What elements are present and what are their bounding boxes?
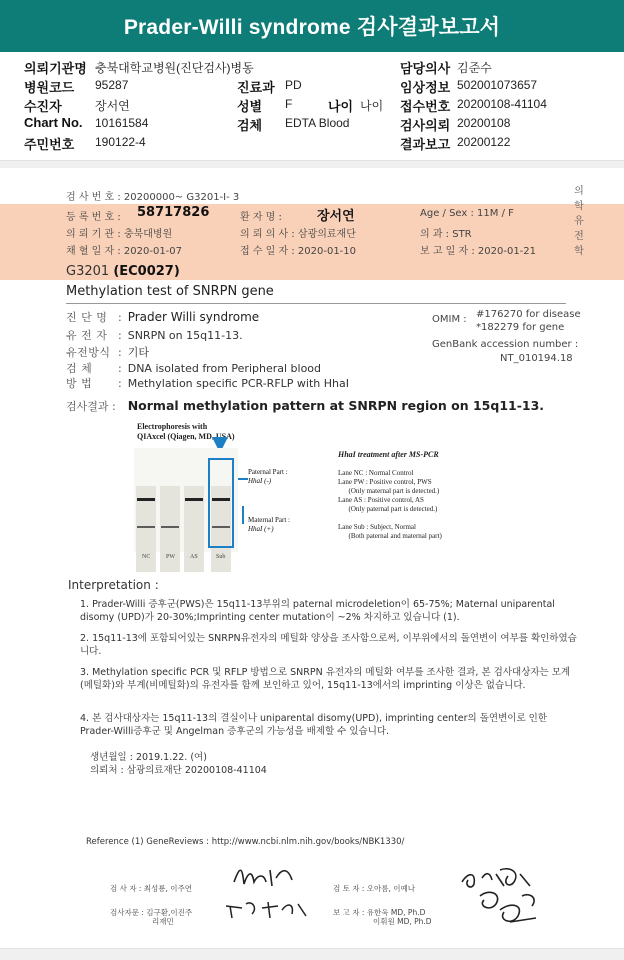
field-key: 유전방식: [66, 346, 111, 359]
patient-info-panel: [0, 54, 624, 160]
receipt-date: 접 수 일 자 : 2020-01-10: [240, 246, 357, 257]
field-method: 방 법 : Methylation specific PCR-RFLP with HhaI: [66, 377, 349, 390]
stamp-char: 전: [574, 231, 584, 242]
reporter-label: [333, 908, 432, 926]
interpretation-paragraph: 4. 본 검사대상자는 15q11-13의 결실이나 uniparental disomy(UPD), imprinting center의 돌연변이로 인한 Prader-Willi증후군 및 Angelman 증후군의 가능성을 배제할 수 있습니다.: [80, 713, 548, 737]
accession-label: 접수번호: [400, 99, 451, 114]
legend-line: Lane Sub : Subject, Normal: [338, 523, 416, 531]
request-date-value: 20200108: [457, 116, 511, 130]
result-value: Normal methylation pattern at SNRPN region on 15q11-13.: [127, 398, 545, 413]
section-divider: [0, 160, 624, 168]
sex-value: F: [285, 97, 293, 111]
reporter-line: 보 고 자 : 유한욱 MD, Ph.D: [333, 908, 426, 917]
reporter-signature: [470, 886, 546, 930]
maternal-line: HhaI (+): [248, 525, 274, 533]
requester-note: 의뢰처 : 삼광의료재단 20200108-41104: [90, 765, 267, 776]
requesting-institution: 의 뢰 기 관 : 충북대병원: [66, 229, 173, 240]
legend-line: (Both paternal and maternal part): [338, 532, 442, 540]
field-value: Prader Willi syndrome: [127, 310, 260, 324]
examiner-signature: [230, 862, 300, 892]
examiner-label: 검 사 자 : 최성룡, 이주연: [110, 884, 193, 893]
lane-label: Sub: [216, 554, 226, 560]
clinical-info-label: 임상정보: [400, 80, 451, 95]
method-title: Methylation test of SNRPN gene: [66, 284, 274, 299]
field-key: 검 체: [66, 362, 93, 375]
field-specimen: 검 체 : DNA isolated from Peripheral blood: [66, 362, 322, 375]
field-inheritance: 유전방식 : 기타: [66, 346, 149, 359]
caption-line: QIAxcel (Qiagen, MD, USA): [137, 432, 235, 441]
report-date: 보 고 일 자 : 2020-01-21: [420, 246, 537, 257]
page-footer-bar: [0, 948, 624, 960]
field-value: SNRPN on 15q11-13.: [127, 329, 243, 342]
paternal-line: Paternal Part :: [248, 468, 288, 476]
request-date-label: 검사의뢰: [400, 118, 451, 133]
reviewer-label: 검 토 자 : 오아름, 이예나: [333, 884, 416, 893]
report-title: Prader-Willi syndrome 검사결과보고서: [0, 0, 624, 52]
supervisor-line: 검사자문 : 김구환,이진주: [110, 908, 193, 917]
interpretation-paragraph: 2. 15q11-13에 포함되어있는 SNRPN유전자의 메틸화 양상을 조사함으로써, 이부위에서의 돌연변이 여부를 확인하였습니다.: [80, 633, 577, 657]
department: 의 과 : STR: [420, 229, 472, 240]
birth-date: 생년월일 : 2019.1.22. (여): [90, 752, 207, 763]
clinical-info-value: 502001073657: [457, 78, 538, 92]
field-diagnosis: 진 단 명 : Prader Willi syndrome: [66, 310, 260, 324]
field-value: DNA isolated from Peripheral blood: [127, 362, 322, 375]
caption-line: Electrophoresis with: [137, 422, 208, 431]
paternal-line: HhaI (-): [248, 477, 272, 485]
electrophoresis-figure: [134, 422, 484, 568]
field-key: 진 단 명: [66, 311, 108, 324]
rrn-label: 주민번호: [24, 137, 75, 152]
hospital-code-value: 95287: [95, 78, 129, 92]
gel-band: [185, 498, 203, 501]
legend-title: HhaI treatment after MS-PCR: [338, 450, 439, 459]
maternal-line: Maternal Part :: [248, 516, 290, 524]
legend-line: Lane NC : Normal Control: [338, 469, 414, 477]
specimen-value: EDTA Blood: [285, 116, 350, 130]
legend-line: Lane AS : Positive control, AS: [338, 496, 424, 504]
patient-value: 장서연: [95, 99, 130, 113]
interpretation-heading: Interpretation :: [68, 578, 159, 592]
field-value: Methylation specific PCR-RFLP with HhaI: [127, 377, 349, 390]
arrow-bracket-icon: [242, 506, 244, 524]
department-value: PD: [285, 78, 302, 92]
interpretation-paragraph: 3. Methylation specific PCR 및 RFLP 방법으로 SNRPN 유전자의 메틸화 여부를 조사한 결과, 본 검사대상자는 모계(메틸화)와 부계(비메틸화)의 유전자를 함께 보인하고 있어, 15q11-13에서의 imprinting 이상은 없습니다.: [80, 667, 571, 691]
patient-name-value: 장서연: [317, 209, 355, 224]
age-sex: Age / Sex : 11M / F: [420, 208, 514, 219]
doctor-label: 담당의사: [400, 61, 451, 76]
legend-line: [338, 514, 488, 523]
supervisor-label: [110, 908, 192, 926]
genbank-label: GenBank accession number :: [432, 339, 579, 350]
supervisor-signature: [222, 896, 312, 922]
legend-line: Lane PW : Positive control, PWS: [338, 478, 432, 486]
test-code-sub: (EC0027): [113, 264, 180, 279]
registration-value: 58717826: [137, 205, 210, 220]
scanned-report: [0, 168, 624, 948]
interpretation-paragraph: 1. Prader-Willi 증후군(PWS)은 15q11-13부위의 paternal microdeletion이 65-75%; Maternal uniparental disomy (UPD)가 20-30%;Imprinting center mutation이 ~2% 차지하고 있습니다 (1).: [80, 599, 555, 623]
stamp-char: 의: [574, 186, 584, 197]
stamp-char: 유: [574, 216, 584, 227]
department-stamp: [572, 184, 586, 259]
department-label: 진료과: [237, 80, 275, 95]
institution-value: 충북대학교병원(진단검사)병동: [95, 61, 254, 75]
lane-label: AS: [190, 554, 198, 560]
reference: Reference (1) GeneReviews : http://www.ncbi.nlm.nih.gov/books/NBK1330/: [86, 837, 405, 847]
age-value: 나이: [360, 99, 384, 113]
accession-value: 20200108-41104: [457, 97, 547, 111]
registration-label: 등 록 번 호 :: [66, 212, 121, 223]
genbank-value: NT_010194.18: [500, 353, 573, 364]
chart-no-label: Chart No.: [24, 115, 83, 130]
omim-label: OMIM :: [432, 314, 467, 325]
rrn-value: 190122-4: [95, 135, 146, 149]
stamp-char: 학: [574, 246, 584, 257]
result-label: 검사결과 :: [66, 400, 116, 413]
age-label: 나이: [328, 99, 354, 114]
result-date-label: 결과보고: [400, 137, 451, 152]
omim-gene: *182279 for gene: [476, 322, 565, 333]
specimen-label: 검체: [237, 118, 263, 133]
exam-number: 검 사 번 호 : 20200000~ G3201-I- 3: [66, 192, 240, 203]
paternal-part-label: [248, 468, 288, 486]
legend-line: (Only maternal part is detected.): [338, 487, 440, 495]
supervisor-line: 리재민: [152, 917, 174, 926]
patient-label: 수진자: [24, 99, 62, 114]
field-key: 방 법: [66, 377, 93, 390]
collection-date: 채 혈 일 자 : 2020-01-07: [66, 246, 183, 257]
arrow-left-icon: [238, 478, 248, 480]
stamp-char: 학: [574, 201, 584, 212]
sex-label: 성별: [237, 99, 263, 114]
reporter-line: 이휘원 MD, Ph.D: [373, 917, 432, 926]
doctor-value: 김준수: [457, 61, 492, 75]
lane-label: PW: [166, 554, 175, 560]
test-code-main: G3201: [66, 264, 110, 279]
field-gene: 유 전 자 : SNRPN on 15q11-13.: [66, 329, 243, 342]
lane-label: NC: [142, 554, 151, 560]
test-code: [66, 264, 180, 279]
subject-lane-highlight: [208, 458, 234, 548]
test-result: [66, 398, 544, 414]
chart-no-value: 10161584: [95, 116, 149, 130]
field-key: 유 전 자: [66, 329, 108, 342]
omim-disease: #176270 for disease: [476, 309, 581, 320]
lane-legend: [338, 450, 488, 541]
requesting-doctor: 의 뢰 의 사 : 삼광의료재단: [240, 229, 356, 240]
gel-band: [161, 526, 179, 528]
institution-label: 의뢰기관명: [24, 61, 87, 76]
field-value: 기타: [127, 346, 149, 359]
patient-name-label: 환 자 명 :: [240, 212, 282, 223]
hospital-code-label: 병원코드: [24, 80, 75, 95]
title-rule: [66, 303, 566, 304]
legend-line: (Only paternal part is detected.): [338, 505, 438, 513]
gel-band: [137, 498, 155, 501]
maternal-part-label: [248, 516, 290, 534]
gel-band: [137, 526, 155, 528]
result-date-value: 20200122: [457, 135, 511, 149]
